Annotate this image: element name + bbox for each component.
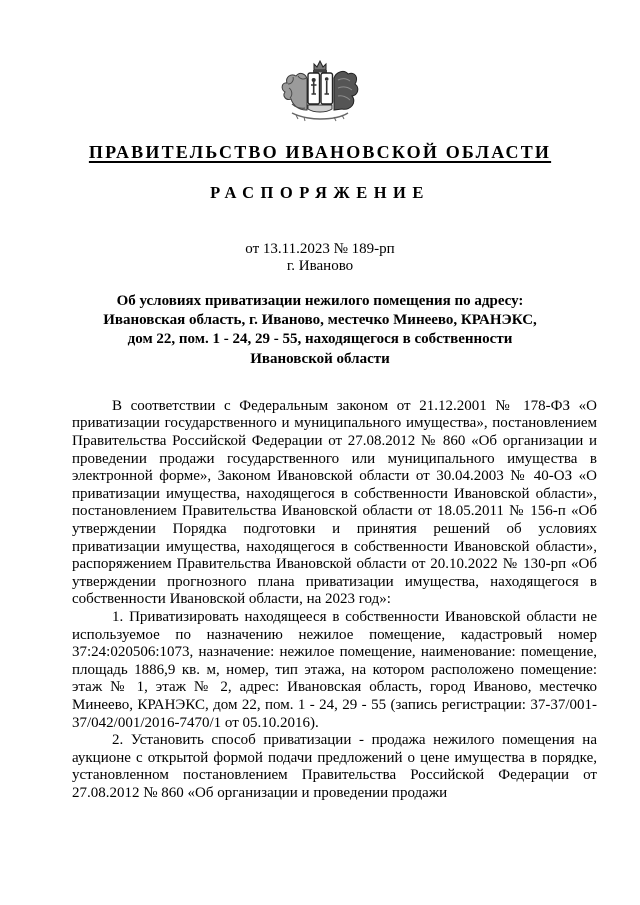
doc-type-title: РАСПОРЯЖЕНИЕ bbox=[210, 183, 430, 202]
org-title: ПРАВИТЕЛЬСТВО ИВАНОВСКОЙ ОБЛАСТИ bbox=[88, 142, 552, 162]
ivanovo-oblast-coat-of-arms-icon bbox=[278, 60, 362, 126]
doc-date-number: от 13.11.2023 № 189-рп bbox=[245, 241, 395, 257]
paragraph-preamble: В соответствии с Федеральным законом от 21.12.2001 № 178-ФЗ «О приватизации государственного и муниципального имущества», постановлением Правительства Российской Федерации от 27.08.2012 № 860 «Об организации и проведении продажи государственного или муниципального имущества в электронной форме», Законом Ивановской области от 30.04.2003 № 40-ОЗ «О приватизации имущества, находящегося в собственности Ивановской области», постановлением Правительства Ивановской области от 18.05.2011 № 156-п «Об утверждении Порядка подготовки и принятия решений об условиях приватизации имущества, находящегося в собственности Ивановской области», распоряжением Правительства Ивановской области от 20.10.2022 № 130-рп «Об утверждении прогнозного плана приватизации имущества, находящегося в собственности Ивановской области, на 2023 год»: bbox=[72, 397, 597, 608]
paragraph-item-2: 2. Установить способ приватизации - продажа нежилого помещения на аукционе с открытой формой подачи предложений о цене имущества в порядке, установленном постановлением Правительства Российской Федерации от 27.08.2012 № 860 «Об организации и проведении продажи bbox=[72, 732, 597, 801]
doc-city: г. Иваново bbox=[286, 258, 354, 274]
document-header bbox=[0, 0, 640, 369]
document-body bbox=[72, 398, 597, 803]
paragraph-item-1: 1. Приватизировать находящееся в собственности Ивановской области не используемое по назначению нежилое помещение, кадастровый номер 37:24:020506:1073, назначение: нежилое помещение, наименование: помещение, площадь 1886,9 кв. м, номер, тип этажа, на котором расположено помещение: этаж № 1, этаж № 2, адрес: Ивановская область, город Иваново, местечко Минеево, КРАНЭКС, дом 22, пом. 1 - 24, 29 - 55 (запись регистрации: 37-37/001-37/042/001/2016-7470/1 от 05.10.2016). bbox=[72, 608, 597, 731]
doc-subject: Об условиях приватизации нежилого помещения по адресу: Ивановская область, г. Иваново, местечко Минеево, КРАНЭКС, дом 22, пом. 1 - 24, 29 - 55, находящегося в собственности Ивановской области bbox=[103, 293, 537, 367]
